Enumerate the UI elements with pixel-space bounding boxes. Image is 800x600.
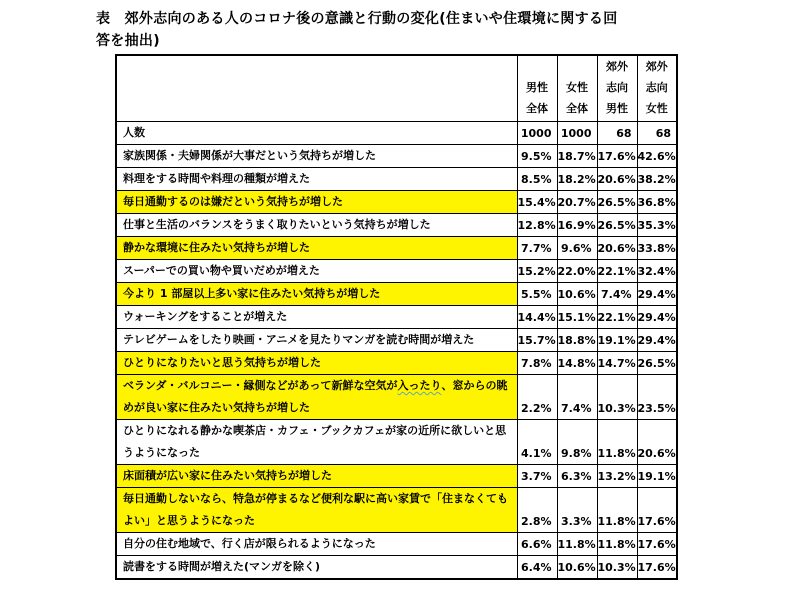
value-cell-female-total: 14.8% bbox=[557, 352, 597, 375]
row-label-cell bbox=[116, 375, 517, 420]
row-label-cell bbox=[116, 214, 517, 237]
row-label-cell bbox=[116, 237, 517, 260]
value-cell-male-total: 15.7% bbox=[517, 329, 557, 352]
value-cell-female-total: 7.4% bbox=[557, 375, 597, 420]
table-row bbox=[116, 260, 677, 283]
table-row bbox=[116, 352, 677, 375]
row-label-cell bbox=[116, 260, 517, 283]
corner-cell bbox=[116, 55, 517, 122]
value-cell-suburb-male: 11.8% bbox=[597, 420, 637, 465]
value-cell-suburb-male: 26.5% bbox=[597, 191, 637, 214]
table-row bbox=[116, 533, 677, 556]
row-label: 毎日通勤するのは嫌だという気持ちが増した bbox=[123, 195, 343, 208]
value-cell-female-total: 16.9% bbox=[557, 214, 597, 237]
value-cell-suburb-female: 68 bbox=[637, 122, 677, 145]
value-cell-male-total: 14.4% bbox=[517, 306, 557, 329]
value-cell-female-total: 18.2% bbox=[557, 168, 597, 191]
row-label: 床面積が広い家に住みたい気持ちが増した bbox=[123, 469, 332, 482]
value-cell-female-total: 22.0% bbox=[557, 260, 597, 283]
value-cell-suburb-male: 10.3% bbox=[597, 375, 637, 420]
value-cell-suburb-female: 33.8% bbox=[637, 237, 677, 260]
row-label: 料理をする時間や料理の種類が増えた bbox=[123, 172, 310, 185]
value-cell-suburb-male: 17.6% bbox=[597, 145, 637, 168]
table-row bbox=[116, 168, 677, 191]
table-row bbox=[116, 488, 677, 533]
value-cell-suburb-male: 11.8% bbox=[597, 488, 637, 533]
column-header-line: 男性 bbox=[606, 102, 628, 115]
row-label: ベランダ・バルコニー・縁側などがあって新鮮な空気が入ったり、窓からの眺めが良い家に住みたい気持ちが増した bbox=[123, 379, 508, 414]
value-cell-male-total: 6.6% bbox=[517, 533, 557, 556]
value-cell-male-total: 7.8% bbox=[517, 352, 557, 375]
value-cell-suburb-female: 17.6% bbox=[637, 556, 677, 580]
column-header-line: 全体 bbox=[526, 102, 548, 115]
row-label-cell bbox=[116, 556, 517, 580]
row-label: ウォーキングをすることが増えた bbox=[123, 310, 288, 323]
table-row bbox=[116, 237, 677, 260]
row-label: ひとりになれる静かな喫茶店・カフェ・ブックカフェが家の近所に欲しいと思うようになった bbox=[123, 424, 507, 459]
column-header-line: 郊外 bbox=[645, 60, 668, 73]
value-cell-male-total: 15.4% bbox=[517, 191, 557, 214]
value-cell-female-total: 1000 bbox=[557, 122, 597, 145]
row-label-cell bbox=[116, 283, 517, 306]
value-cell-male-total: 7.7% bbox=[517, 237, 557, 260]
row-label-cell bbox=[116, 465, 517, 488]
row-label-cell bbox=[116, 488, 517, 533]
value-cell-suburb-male: 26.5% bbox=[597, 214, 637, 237]
row-label: 今より 1 部屋以上多い家に住みたい気持ちが増した bbox=[123, 287, 381, 300]
column-header bbox=[637, 55, 677, 122]
value-cell-suburb-female: 17.6% bbox=[637, 488, 677, 533]
value-cell-suburb-female: 35.3% bbox=[637, 214, 677, 237]
value-cell-male-total: 12.8% bbox=[517, 214, 557, 237]
table-row bbox=[116, 145, 677, 168]
row-label-cell bbox=[116, 145, 517, 168]
value-cell-female-total: 10.6% bbox=[557, 283, 597, 306]
value-cell-male-total: 4.1% bbox=[517, 420, 557, 465]
value-cell-suburb-male: 11.8% bbox=[597, 533, 637, 556]
column-header-line: 全体 bbox=[566, 102, 588, 115]
value-cell-female-total: 18.7% bbox=[557, 145, 597, 168]
column-header-line: 志向 bbox=[645, 81, 668, 94]
row-label: 自分の住む地域で、行く店が限られるようになった bbox=[123, 537, 376, 550]
row-label-cell bbox=[116, 352, 517, 375]
value-cell-suburb-female: 17.6% bbox=[637, 533, 677, 556]
row-label-cell bbox=[116, 122, 517, 145]
value-cell-female-total: 10.6% bbox=[557, 556, 597, 580]
value-cell-female-total: 9.6% bbox=[557, 237, 597, 260]
value-cell-suburb-female: 29.4% bbox=[637, 329, 677, 352]
value-cell-suburb-female: 32.4% bbox=[637, 260, 677, 283]
row-label: テレビゲームをしたり映画・アニメを見たりマンガを読む時間が増えた bbox=[123, 333, 475, 346]
value-cell-suburb-female: 23.5% bbox=[637, 375, 677, 420]
value-cell-male-total: 2.2% bbox=[517, 375, 557, 420]
value-cell-suburb-male: 13.2% bbox=[597, 465, 637, 488]
row-label-cell bbox=[116, 191, 517, 214]
value-cell-suburb-male: 22.1% bbox=[597, 306, 637, 329]
value-cell-suburb-female: 29.4% bbox=[637, 283, 677, 306]
row-label: ひとりになりたいと思う気持ちが増した bbox=[123, 356, 321, 369]
column-header-line: 志向 bbox=[606, 81, 628, 94]
column-header-line: 郊外 bbox=[606, 60, 628, 73]
row-label-cell bbox=[116, 420, 517, 465]
value-cell-suburb-male: 7.4% bbox=[597, 283, 637, 306]
table-row bbox=[116, 375, 677, 420]
value-cell-suburb-male: 14.7% bbox=[597, 352, 637, 375]
row-label: 静かな環境に住みたい気持ちが増した bbox=[123, 241, 310, 254]
value-cell-male-total: 5.5% bbox=[517, 283, 557, 306]
caption-line-2: 答を抽出) bbox=[96, 33, 160, 49]
value-cell-suburb-female: 29.4% bbox=[637, 306, 677, 329]
value-cell-suburb-female: 42.6% bbox=[637, 145, 677, 168]
table-row bbox=[116, 329, 677, 352]
value-cell-suburb-female: 20.6% bbox=[637, 420, 677, 465]
row-label: 毎日通勤しないなら、特急が停まるなど便利な駅に高い家賃で「住まなくてもよい」と思うようになった bbox=[123, 492, 508, 527]
table-header bbox=[116, 55, 677, 122]
table-body bbox=[116, 122, 677, 580]
value-cell-suburb-female: 36.8% bbox=[637, 191, 677, 214]
value-cell-female-total: 11.8% bbox=[557, 533, 597, 556]
table-row bbox=[116, 420, 677, 465]
value-cell-suburb-male: 22.1% bbox=[597, 260, 637, 283]
data-table bbox=[115, 54, 678, 580]
table-row bbox=[116, 191, 677, 214]
value-cell-female-total: 9.8% bbox=[557, 420, 597, 465]
value-cell-suburb-male: 19.1% bbox=[597, 329, 637, 352]
row-label-cell bbox=[116, 533, 517, 556]
caption-line-1: 表 郊外志向のある人のコロナ後の意識と行動の変化(住まいや住環境に関する回 bbox=[96, 11, 618, 27]
value-cell-male-total: 15.2% bbox=[517, 260, 557, 283]
row-label-cell bbox=[116, 168, 517, 191]
table-row bbox=[116, 214, 677, 237]
value-cell-female-total: 6.3% bbox=[557, 465, 597, 488]
column-header bbox=[597, 55, 637, 122]
row-label: 読書をする時間が増えた(マンガを除く) bbox=[123, 560, 321, 573]
header-row bbox=[116, 55, 677, 122]
row-label: スーパーでの買い物や買いだめが増えた bbox=[123, 264, 320, 277]
value-cell-suburb-female: 38.2% bbox=[637, 168, 677, 191]
table-row bbox=[116, 122, 677, 145]
table-row bbox=[116, 556, 677, 580]
value-cell-male-total: 3.7% bbox=[517, 465, 557, 488]
row-label-cell bbox=[116, 306, 517, 329]
column-header bbox=[557, 55, 597, 122]
value-cell-suburb-male: 20.6% bbox=[597, 237, 637, 260]
value-cell-suburb-female: 19.1% bbox=[637, 465, 677, 488]
value-cell-suburb-female: 26.5% bbox=[637, 352, 677, 375]
value-cell-suburb-male: 68 bbox=[597, 122, 637, 145]
value-cell-suburb-male: 10.3% bbox=[597, 556, 637, 580]
value-cell-male-total: 2.8% bbox=[517, 488, 557, 533]
value-cell-female-total: 15.1% bbox=[557, 306, 597, 329]
value-cell-female-total: 18.8% bbox=[557, 329, 597, 352]
table-row bbox=[116, 306, 677, 329]
value-cell-male-total: 6.4% bbox=[517, 556, 557, 580]
table-row bbox=[116, 283, 677, 306]
row-label: 家族関係・夫婦関係が大事だという気持ちが増した bbox=[123, 149, 376, 162]
value-cell-male-total: 1000 bbox=[517, 122, 557, 145]
value-cell-suburb-male: 20.6% bbox=[597, 168, 637, 191]
figure-caption bbox=[96, 8, 721, 52]
row-label-cell bbox=[116, 329, 517, 352]
table-row bbox=[116, 465, 677, 488]
value-cell-female-total: 20.7% bbox=[557, 191, 597, 214]
column-header-line: 男性 bbox=[526, 81, 548, 94]
value-cell-male-total: 9.5% bbox=[517, 145, 557, 168]
column-header bbox=[517, 55, 557, 122]
column-header-line: 女性 bbox=[645, 102, 668, 115]
column-header-line: 女性 bbox=[566, 81, 588, 94]
value-cell-male-total: 8.5% bbox=[517, 168, 557, 191]
row-label: 人数 bbox=[123, 126, 145, 139]
row-label: 仕事と生活のバランスをうまく取りたいという気持ちが増した bbox=[123, 218, 431, 231]
value-cell-female-total: 3.3% bbox=[557, 488, 597, 533]
